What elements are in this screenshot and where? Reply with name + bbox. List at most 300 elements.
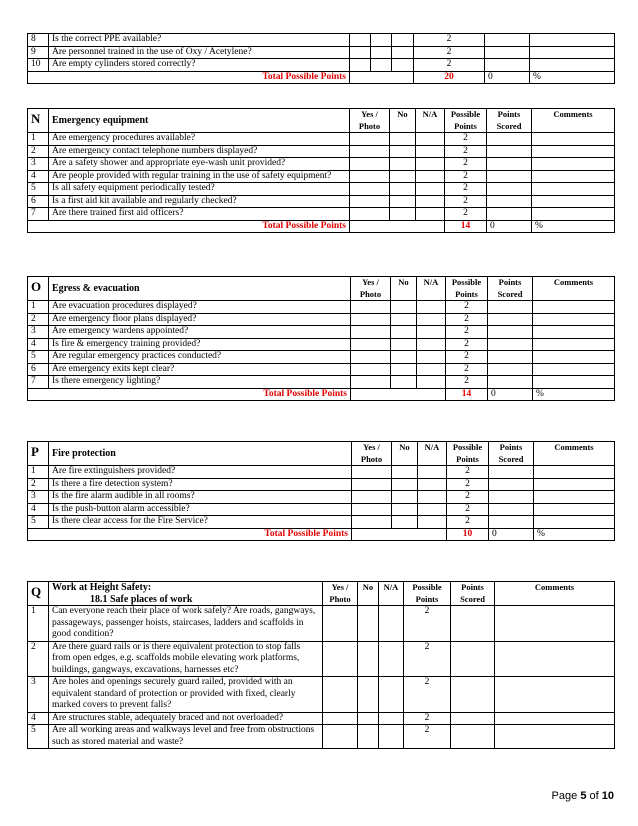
page-number: Page 5 of 10 [551,790,614,802]
no-cell [358,677,379,713]
row-number: 3 [28,158,49,171]
row-number: 2 [28,478,49,491]
question-text: Are empty cylinders stored correctly? [49,59,350,72]
na-cell [418,478,447,491]
points-scored-cell [488,338,533,351]
table-row [28,301,615,314]
header-points-scored: Points Scored [487,109,532,133]
total-spacer [350,220,445,233]
total-spacer [351,388,446,401]
na-cell [379,677,404,713]
points-scored-cell [487,145,532,158]
question-text: Are emergency wardens appointed? [49,326,351,339]
yes-photo-cell [352,478,392,491]
table-row [28,478,615,491]
na-cell [417,338,446,351]
possible-points: 2 [404,606,451,642]
row-number: 5 [28,183,49,196]
possible-points: 2 [446,363,488,376]
points-scored-cell [488,326,533,339]
row-number: 4 [28,338,49,351]
total-percent: % [533,388,615,401]
table-row [28,208,615,221]
header-yes-photo: Yes / Photo [350,109,390,133]
section-title [49,582,323,606]
question-text: Are a safety shower and appropriate eye-wash unit provided? [49,158,350,171]
possible-points: 2 [414,46,485,59]
section-title-text: Egress & evacuation [52,282,140,294]
row-number: 5 [28,516,49,529]
comments-cell [533,326,615,339]
possible-points: 2 [445,170,487,183]
comments-cell [530,46,615,59]
yes-photo-cell [323,712,358,725]
na-cell [379,725,404,749]
row-number: 1 [28,133,49,146]
possible-points: 2 [446,313,488,326]
comments-cell [532,170,615,183]
comments-cell [533,351,615,364]
no-cell [358,725,379,749]
na-cell [417,301,446,314]
question-text: Is there clear access for the Fire Service? [49,516,352,529]
yes-photo-cell [350,170,390,183]
total-possible-points: 14 [446,388,488,401]
section-title-text: Fire protection [52,447,116,459]
section-header-row [28,582,615,606]
na-cell [392,34,414,47]
row-number: 3 [28,677,49,713]
na-cell [417,313,446,326]
table-row [28,351,615,364]
section-header-row [28,442,615,466]
question-text: Is a first aid kit available and regularly checked? [49,195,350,208]
table-row [28,59,615,72]
possible-points: 2 [447,516,489,529]
yes-photo-cell [323,606,358,642]
possible-points: 2 [414,34,485,47]
comments-cell [533,301,615,314]
possible-points: 2 [446,338,488,351]
no-cell [390,183,416,196]
header-points-scored: Points Scored [451,582,495,606]
comments-cell [534,491,615,504]
na-cell [417,363,446,376]
question-text: Are emergency procedures available? [49,133,350,146]
section-letter: Q [28,582,49,606]
possible-points: 2 [447,503,489,516]
question-text: Are there guard rails or is there equivalent protection to stop falls from open edges, e.g. scaffolds mobile elevating work platforms, buildings, gangways, excavations, harnesses etc? [49,641,323,677]
row-number: 3 [28,491,49,504]
question-text: Is the push-button alarm accessible? [49,503,352,516]
yes-photo-cell [352,466,392,479]
table-row [28,677,615,713]
section-letter: O [28,277,49,301]
comments-cell [534,478,615,491]
total-percent: % [532,220,615,233]
row-number: 6 [28,363,49,376]
table-row [28,326,615,339]
points-scored-cell [489,516,534,529]
points-scored-cell [451,712,495,725]
section-o-egress-evacuation [27,276,615,401]
total-possible-points: 14 [445,220,487,233]
na-cell [417,351,446,364]
no-cell [392,503,418,516]
question-text: Is the fire alarm audible in all rooms? [49,491,352,504]
points-scored-cell [451,641,495,677]
yes-photo-cell [323,641,358,677]
points-scored-cell [487,133,532,146]
question-text: Are people provided with regular training in the use of safety equipment? [49,170,350,183]
points-scored-cell [487,183,532,196]
total-percent: % [534,528,615,541]
row-number: 2 [28,145,49,158]
total-row [28,71,615,84]
row-number: 4 [28,170,49,183]
yes-photo-cell [350,183,390,196]
comments-cell [534,466,615,479]
total-scored: 0 [485,71,530,84]
no-cell [390,145,416,158]
comments-cell [533,363,615,376]
no-cell [392,491,418,504]
section-letter: P [28,442,49,466]
possible-points: 2 [446,326,488,339]
row-number: 7 [28,208,49,221]
section-m-continuation [27,33,615,84]
section-subtitle: 18.1 Safe places of work [90,593,193,605]
no-cell [391,301,417,314]
na-cell [416,208,445,221]
no-cell [391,313,417,326]
header-no: No [392,442,418,466]
yes-photo-cell [323,725,358,749]
header-comments: Comments [533,277,615,301]
points-scored-cell [485,59,530,72]
total-spacer [350,71,414,84]
header-possible-points: Possible Points [445,109,487,133]
yes-photo-cell [351,363,391,376]
no-cell [390,170,416,183]
section-title-text: Work at Height Safety: [52,582,152,593]
no-cell [391,351,417,364]
na-cell [418,491,447,504]
total-row [28,388,615,401]
possible-points: 2 [446,376,488,389]
question-text: Is there emergency lighting? [49,376,351,389]
points-scored-cell [451,725,495,749]
no-cell [358,641,379,677]
question-text: Is the correct PPE available? [49,34,350,47]
yes-photo-cell [352,503,392,516]
points-scored-cell [489,466,534,479]
question-text: Are personnel trained in the use of Oxy / Acetylene? [49,46,350,59]
yes-photo-cell [350,195,390,208]
points-scored-cell [488,313,533,326]
total-percent: % [530,71,615,84]
header-comments: Comments [495,582,615,606]
no-cell [391,363,417,376]
total-spacer [352,528,447,541]
comments-cell [532,183,615,196]
na-cell [416,183,445,196]
comments-cell [532,195,615,208]
header-na: N/A [416,109,445,133]
header-comments: Comments [534,442,615,466]
total-possible-points: 10 [447,528,489,541]
comments-cell [533,338,615,351]
question-text: Is fire & emergency training provided? [49,338,351,351]
no-cell [371,46,392,59]
no-cell [390,208,416,221]
table-row [28,491,615,504]
na-cell [416,195,445,208]
no-cell [371,59,392,72]
total-label: Total Possible Points [28,388,351,401]
row-number: 7 [28,376,49,389]
points-scored-cell [488,376,533,389]
comments-cell [532,158,615,171]
row-number: 1 [28,606,49,642]
comments-cell [530,59,615,72]
total-label: Total Possible Points [28,220,350,233]
header-no: No [358,582,379,606]
no-cell [391,326,417,339]
yes-photo-cell [350,46,371,59]
possible-points: 2 [404,712,451,725]
section-title-text: Emergency equipment [52,114,149,126]
possible-points: 2 [447,466,489,479]
na-cell [416,133,445,146]
no-cell [392,466,418,479]
points-scored-cell [488,363,533,376]
row-number: 8 [28,34,49,47]
possible-points: 2 [446,351,488,364]
total-possible-points: 20 [414,71,485,84]
yes-photo-cell [351,326,391,339]
table-row [28,376,615,389]
header-yes-photo: Yes / Photo [352,442,392,466]
header-no: No [390,109,416,133]
total-label: Total Possible Points [28,528,352,541]
header-comments: Comments [532,109,615,133]
comments-cell [530,34,615,47]
na-cell [392,46,414,59]
no-cell [390,158,416,171]
table-row [28,338,615,351]
total-row [28,220,615,233]
comments-cell [533,313,615,326]
na-cell [417,376,446,389]
section-header-row [28,277,615,301]
question-text: Are regular emergency practices conducted? [49,351,351,364]
no-cell [390,195,416,208]
header-possible-points: Possible Points [446,277,488,301]
points-scored-cell [451,606,495,642]
row-number: 2 [28,313,49,326]
header-na: N/A [379,582,404,606]
points-scored-cell [489,478,534,491]
no-cell [371,34,392,47]
possible-points: 2 [447,491,489,504]
possible-points: 2 [447,478,489,491]
possible-points: 2 [404,641,451,677]
comments-cell [534,516,615,529]
table-row [28,712,615,725]
yes-photo-cell [323,677,358,713]
no-cell [390,133,416,146]
yes-photo-cell [352,516,392,529]
row-number: 10 [28,59,49,72]
yes-photo-cell [350,158,390,171]
question-text: Are structures stable, adequately braced and not overloaded? [49,712,323,725]
na-cell [392,59,414,72]
question-text: Are fire extinguishers provided? [49,466,352,479]
na-cell [379,712,404,725]
table-row [28,606,615,642]
header-points-scored: Points Scored [489,442,534,466]
row-number: 2 [28,641,49,677]
comments-cell [495,725,615,749]
points-scored-cell [487,158,532,171]
table-row [28,34,615,47]
question-text: Are all working areas and walkways level and free from obstructions such as stored material and waste? [49,725,323,749]
total-row [28,528,615,541]
section-title [49,109,350,133]
no-cell [392,516,418,529]
table-row [28,158,615,171]
yes-photo-cell [351,301,391,314]
row-number: 4 [28,503,49,516]
table-row [28,363,615,376]
comments-cell [495,677,615,713]
possible-points: 2 [445,195,487,208]
possible-points: 2 [404,677,451,713]
yes-photo-cell [350,145,390,158]
possible-points: 2 [446,301,488,314]
yes-photo-cell [351,376,391,389]
points-scored-cell [489,491,534,504]
points-scored-cell [485,34,530,47]
comments-cell [495,712,615,725]
possible-points: 2 [445,208,487,221]
yes-photo-cell [352,491,392,504]
header-points-scored: Points Scored [488,277,533,301]
table-row [28,145,615,158]
na-cell [416,158,445,171]
na-cell [379,641,404,677]
question-text: Are there trained first aid officers? [49,208,350,221]
total-scored: 0 [488,388,533,401]
no-cell [358,712,379,725]
comments-cell [532,208,615,221]
section-q-work-at-height [27,581,615,749]
total-scored: 0 [489,528,534,541]
header-yes-photo: Yes / Photo [351,277,391,301]
na-cell [418,466,447,479]
table-row [28,725,615,749]
na-cell [418,516,447,529]
comments-cell [495,641,615,677]
header-yes-photo: Yes / Photo [323,582,358,606]
row-number: 4 [28,712,49,725]
section-header-row [28,109,615,133]
question-text: Is all safety equipment periodically tested? [49,183,350,196]
table-row [28,183,615,196]
possible-points: 2 [445,133,487,146]
row-number: 9 [28,46,49,59]
yes-photo-cell [350,59,371,72]
question-text: Are holes and openings securely guard railed, provided with an equivalent standard of protection or provided with fixed, clearly marked covers to prevent falls? [49,677,323,713]
table-row [28,195,615,208]
question-text: Are emergency floor plans displayed? [49,313,351,326]
points-scored-cell [488,351,533,364]
table-row [28,46,615,59]
possible-points: 2 [404,725,451,749]
question-text: Are evacuation procedures displayed? [49,301,351,314]
yes-photo-cell [350,208,390,221]
na-cell [416,170,445,183]
na-cell [416,145,445,158]
header-na: N/A [417,277,446,301]
na-cell [379,606,404,642]
possible-points: 2 [414,59,485,72]
points-scored-cell [489,503,534,516]
header-possible-points: Possible Points [447,442,489,466]
header-na: N/A [418,442,447,466]
section-p-fire-protection [27,441,615,541]
total-scored: 0 [487,220,532,233]
row-number: 3 [28,326,49,339]
no-cell [358,606,379,642]
question-text: Can everyone reach their place of work safely? Are roads, gangways, passageways, passenger hoists, staircases, ladders and scaffolds in good condition? [49,606,323,642]
question-text: Are emergency exits kept clear? [49,363,351,376]
section-title [49,277,351,301]
no-cell [391,376,417,389]
table-row [28,170,615,183]
row-number: 1 [28,301,49,314]
table-row [28,313,615,326]
section-letter: N [28,109,49,133]
table-row [28,503,615,516]
table-row [28,133,615,146]
header-no: No [391,277,417,301]
row-number: 1 [28,466,49,479]
yes-photo-cell [351,313,391,326]
yes-photo-cell [350,133,390,146]
row-number: 5 [28,725,49,749]
table-row [28,516,615,529]
question-text: Is there a fire detection system? [49,478,352,491]
section-n-emergency-equipment [27,108,615,233]
comments-cell [532,133,615,146]
question-text: Are emergency contact telephone numbers displayed? [49,145,350,158]
comments-cell [532,145,615,158]
points-scored-cell [487,208,532,221]
comments-cell [533,376,615,389]
yes-photo-cell [350,34,371,47]
points-scored-cell [487,170,532,183]
table-row [28,466,615,479]
possible-points: 2 [445,158,487,171]
total-label: Total Possible Points [28,71,350,84]
no-cell [391,338,417,351]
na-cell [417,326,446,339]
yes-photo-cell [351,351,391,364]
row-number: 6 [28,195,49,208]
comments-cell [495,606,615,642]
